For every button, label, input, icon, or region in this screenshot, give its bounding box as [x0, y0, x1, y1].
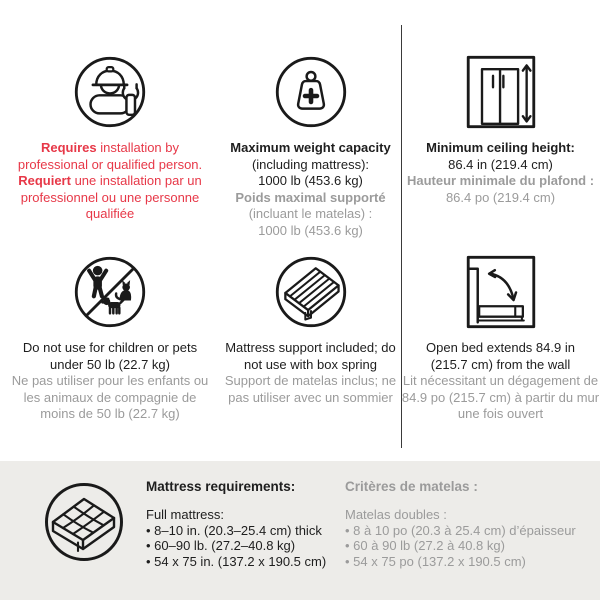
spec-row-2	[0, 254, 600, 423]
spec-item-installation	[0, 54, 220, 239]
weight-line-fr-2: 1000 lb (453.6 kg)	[258, 222, 363, 238]
mattress-type-fr: Matelas doubles :	[345, 507, 447, 522]
installation-note-fr-rest: une installation par un professionnel ou une personne qualifiée	[20, 173, 202, 221]
weight-line-en-2: 1000 lb (453.6 kg)	[258, 173, 363, 188]
weight-icon	[273, 54, 349, 130]
mattress-requirements-fr	[345, 479, 576, 569]
mattress-spec-fr-thickness: • 8 à 10 po (20.3 à 25.4 cm) d’épaisseur	[345, 523, 576, 539]
mattress-requirements-en	[146, 479, 326, 569]
spec-item-no-children-pets	[0, 254, 220, 423]
installation-note-en-rest: installation by professional or qualified person.	[17, 140, 203, 172]
mattress-icon	[42, 480, 126, 564]
ceiling-height-icon	[463, 54, 539, 130]
ceiling-line-en: 86.4 in (219.4 cm)	[448, 156, 553, 172]
installer-icon	[72, 54, 148, 130]
ceiling-line-fr: 86.4 po (219.4 cm)	[445, 189, 556, 205]
weight-line-fr-1: (incluant le matelas) :	[248, 206, 373, 221]
spec-item-mattress-support	[220, 254, 401, 423]
weight-heading-fr: Poids maximal supporté	[235, 189, 386, 205]
mattress-spec-en-size: • 54 x 75 in. (137.2 x 190.5 cm)	[146, 554, 326, 570]
children-pets-note-fr: Ne pas utiliser pour les enfants ou les animaux de compagnie de moins de 50 lb (22.7 kg)	[11, 373, 209, 421]
mattress-support-icon	[273, 254, 349, 330]
installation-note-en	[7, 140, 214, 173]
mattress-type-en: Full mattress:	[146, 507, 225, 522]
children-pets-note-en: Do not use for children or pets under 50 lb (22.7 kg)	[22, 340, 198, 372]
spec-row-1	[0, 54, 600, 239]
spec-item-ceiling-height	[401, 54, 600, 239]
weight-line-en-1: (including mattress):	[251, 156, 370, 172]
mattress-support-note-en: Mattress support included; do not use with box spring	[225, 340, 396, 372]
mattress-spec-fr-size: • 54 x 75 po (137.2 x 190.5 cm)	[345, 554, 576, 570]
mattress-requirements-heading-fr: Critères de matelas :	[345, 479, 478, 494]
installation-note-en-bold: Requires	[40, 140, 97, 155]
spec-item-open-bed	[401, 254, 600, 423]
installation-note-fr-bold: Requiert	[18, 173, 71, 188]
weight-heading-en: Maximum weight capacity	[230, 140, 391, 155]
open-bed-note-fr: Lit nécessitant un dégagement de 84.9 po (215.7 cm) à partir du mur une fois ouvert	[401, 373, 600, 421]
mattress-spec-en-weight: • 60–90 lb. (27.2–40.8 kg)	[146, 538, 326, 554]
mattress-support-note-fr: Support de matelas inclus; ne pas utiliser avec un sommier	[224, 373, 397, 405]
installation-note-fr	[7, 173, 214, 223]
mattress-spec-fr-weight: • 60 à 90 lb (27.2 à 40.8 kg)	[345, 538, 576, 554]
ceiling-heading-en: Minimum ceiling height:	[426, 140, 575, 155]
open-bed-icon	[463, 254, 539, 330]
mattress-requirements-heading-en: Mattress requirements:	[146, 479, 296, 494]
ceiling-heading-fr: Hauteur minimale du plafond :	[406, 173, 595, 188]
mattress-spec-en-thickness: • 8–10 in. (20.3–25.4 cm) thick	[146, 523, 326, 539]
mattress-specs-en	[146, 523, 326, 570]
spec-item-weight-capacity	[220, 54, 401, 239]
mattress-specs-fr	[345, 523, 576, 570]
open-bed-note-en: Open bed extends 84.9 in (215.7 cm) from the wall	[426, 340, 575, 372]
no-children-pets-icon	[72, 254, 148, 330]
